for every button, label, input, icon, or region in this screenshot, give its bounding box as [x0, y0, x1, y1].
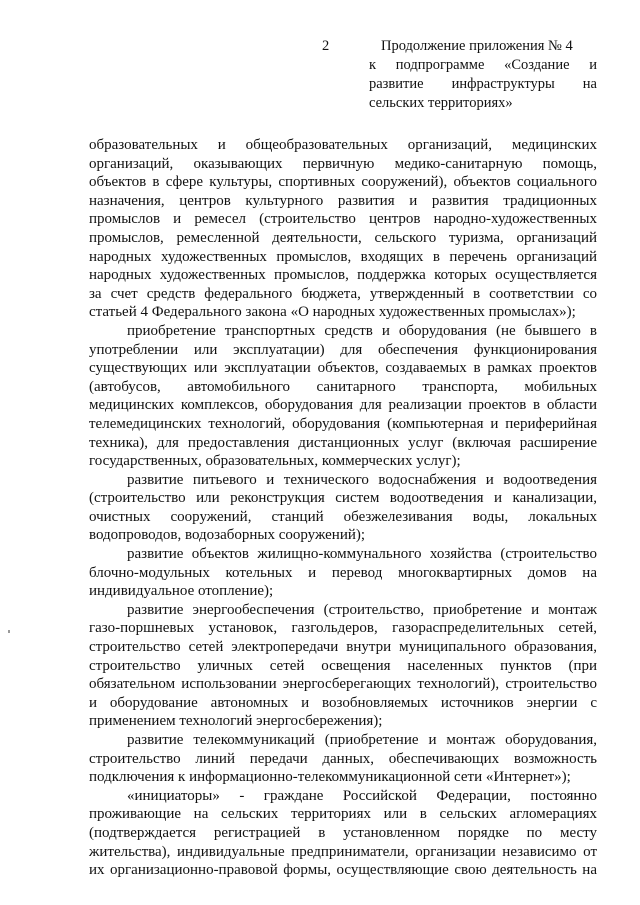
text-line: и оборудование автономных и возобновляемых источников энергии с — [89, 694, 597, 711]
text-line: развитие питьевого и технического водоснабжения и водоотведения — [127, 471, 597, 488]
text-line: подключения к информационно-телекоммуникационной сети «Интернет»); — [89, 769, 571, 786]
page-number: 2 — [322, 38, 330, 54]
text-line: промыслов, ремесленной деятельности, сельского туризма, организаций — [89, 229, 597, 246]
text-line: блочно-модульных котельных и перевод многоквартирных домов на — [89, 564, 597, 581]
text-line: очистных сооружений, станций обезжелезивания воды, локальных — [89, 508, 597, 525]
text-line: народных художественных промыслов, поддержка которых осуществляется — [89, 267, 597, 284]
text-line: телемедицинских технологий, оборудования (компьютерная и периферийная — [89, 415, 597, 432]
text-line: статьей 4 Федерального закона «О народных художественных промыслах»); — [89, 304, 576, 321]
text-line: образовательных и общеобразовательных организаций, медицинских — [89, 137, 597, 153]
text-line: (автобусов, автомобильного санитарного транспорта, мобильных — [89, 378, 597, 395]
text-line: техника), для предоставления дистанционных услуг (включая расширение — [89, 434, 597, 451]
text-line: организаций, оказывающих первичную медико-санитарную помощь, — [89, 155, 597, 172]
text-line: употреблении или эксплуатации) для обеспечения функционирования — [89, 341, 597, 358]
text-line: промыслов и ремесел (строительство центров народно-художественных — [89, 211, 597, 228]
text-line: строительство сетей электропередачи внутри муниципального образования, — [89, 639, 597, 656]
appendix-header-note — [369, 37, 597, 113]
text-line: медицинских комплексов, оборудования для реализации проектов в области — [89, 397, 597, 414]
text-line: жительства), индивидуальные предприниматели, организации независимо от — [89, 843, 597, 860]
text-line: назначения, центров культурного развития и развития традиционных — [89, 192, 597, 209]
document-body — [89, 136, 597, 880]
text-line: строительство уличных сетей освещения населенных пунктов (при — [89, 657, 597, 674]
text-line: их организационно-правовой формы, осуществляющие свою деятельность на — [89, 862, 597, 879]
text-line: «инициаторы» - граждане Российской Федерации, постоянно — [127, 787, 597, 804]
text-line: развитие энергообеспечения (строительство, приобретение и монтаж — [127, 601, 597, 618]
text-line: развитие телекоммуникаций (приобретение и монтаж оборудования, — [127, 732, 597, 748]
text-line: проживающие на сельских территориях или в сельских агломерациях — [89, 806, 597, 823]
text-line: строительство линий передачи данных, обеспечивающих возможность — [89, 750, 597, 767]
text-line: (подтверждается регистрацией в установленном порядке по месту — [89, 824, 597, 841]
header-note-line: сельских территориях» — [369, 95, 513, 111]
text-line: газо-поршневых установок, газгольдеров, газораспределительных сетей, — [89, 620, 597, 637]
text-line: за счет средств федерального бюджета, утвержденный в соответствии со — [89, 285, 597, 302]
header-note-line: к подпрограмме «Создание и — [369, 57, 597, 73]
text-line: применением технологий энергосбережения); — [89, 713, 383, 730]
text-line: развитие объектов жилищно-коммунального хозяйства (строительство — [127, 546, 597, 563]
text-line: обязательном использовании энергосберегающих технологий), строительство — [89, 676, 597, 693]
text-line: приобретение транспортных средств и оборудования (не бывшего в — [127, 322, 597, 339]
text-line: народных художественных промыслов, входящих в перечень организаций — [89, 248, 597, 265]
scan-margin-mark — [8, 630, 10, 633]
header-note-line: развитие инфраструктуры на — [369, 76, 597, 92]
text-line: водопроводов, водозаборных сооружений); — [89, 527, 366, 544]
text-line: индивидуальное отопление); — [89, 583, 274, 600]
header-note-line: Продолжение приложения № 4 — [381, 38, 573, 54]
text-line: объектов в сфере культуры, спортивных сооружений), объектов социального — [89, 174, 597, 191]
text-line: государственных, образовательных, коммерческих услуг); — [89, 453, 461, 470]
text-line: существующих или эксплуатации объектов, создаваемых в рамках проектов — [89, 360, 597, 377]
text-line: (строительство или реконструкция систем водоотведения и канализации, — [89, 490, 597, 507]
